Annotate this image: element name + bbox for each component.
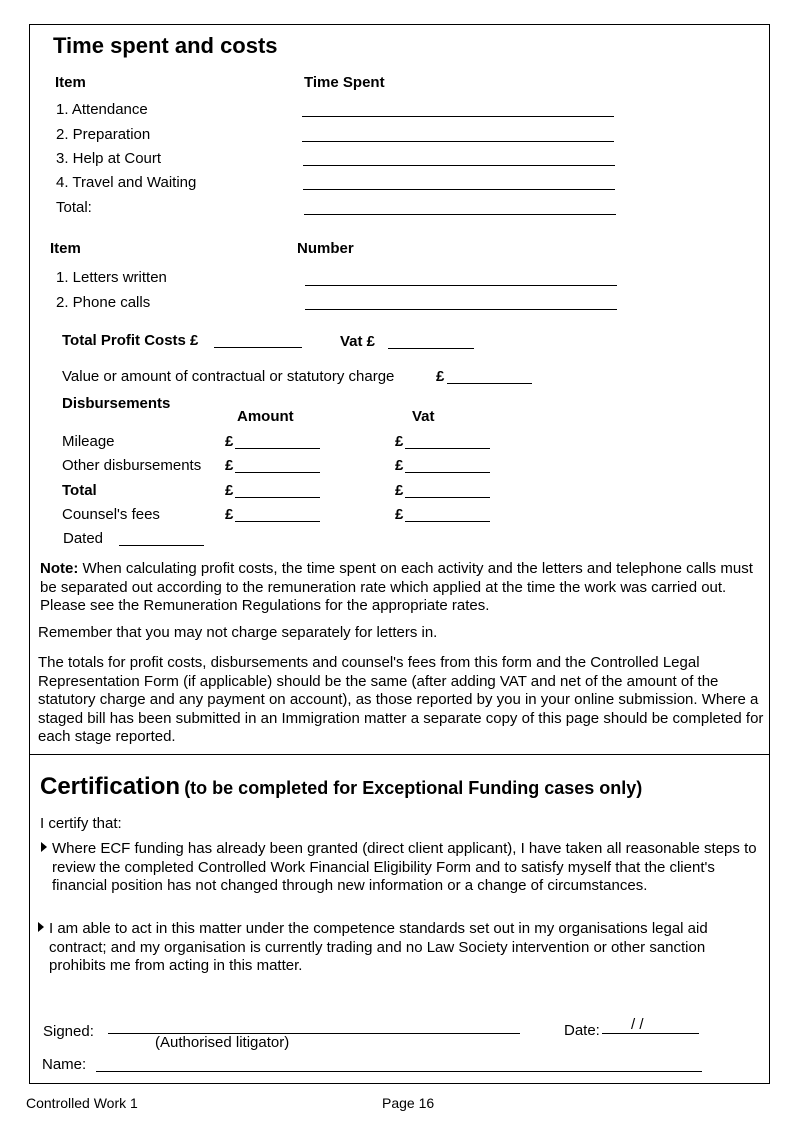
- help-at-court-time-field[interactable]: [303, 165, 615, 166]
- vat-header: Vat: [412, 408, 435, 425]
- pound-sign: £: [395, 506, 404, 523]
- certify-intro: I certify that:: [40, 815, 122, 832]
- name-label: Name:: [42, 1056, 87, 1073]
- mileage-vat-field[interactable]: [405, 448, 490, 449]
- attendance-time-field[interactable]: [302, 116, 614, 117]
- disbursement-row-total: Total: [62, 482, 97, 499]
- number-row-letters: 1. Letters written: [56, 269, 167, 286]
- certification-subtitle: (to be completed for Exceptional Funding cases only): [184, 778, 643, 798]
- certification-title: Certification: [40, 773, 181, 800]
- pound-sign: £: [395, 482, 404, 499]
- statutory-charge-pound: £: [436, 368, 445, 385]
- total-profit-costs-label: Total Profit Costs £: [62, 332, 199, 349]
- total-amount-field[interactable]: [235, 497, 320, 498]
- disbursement-row-mileage: Mileage: [62, 433, 115, 450]
- disbursement-row-other: Other disbursements: [62, 457, 202, 474]
- amount-header: Amount: [237, 408, 294, 425]
- travel-time-field[interactable]: [303, 189, 615, 190]
- total-vat-field[interactable]: [405, 497, 490, 498]
- phone-number-field[interactable]: [305, 309, 617, 310]
- totals-paragraph: The totals for profit costs, disbursements and counsel's fees from this form and the Controlled Legal Representation Form (if applicable) should be the same (after adding VAT and net of the amount of the statutory charge and any payment on account), as those reported by you in your online submission. Where a staged bill has been submitted in an Immigration matter a separate copy of this page should be completed for each stage reported.: [38, 654, 764, 745]
- profit-vat-label: Vat £: [340, 333, 376, 350]
- dated-label: Dated: [63, 530, 104, 547]
- note-label: Note:: [40, 560, 79, 577]
- note-text: When calculating profit costs, the time spent on each activity and the letters and telephone calls must be separated out according to the remuneration rate which applied at the time the work was carried out. Please see the Remuneration Regulations for the appropriate rates.: [40, 560, 753, 614]
- bullet-arrow-icon: [41, 842, 47, 852]
- time-spent-header: Time Spent: [304, 74, 385, 91]
- pound-sign: £: [395, 457, 404, 474]
- time-item-header: Item: [55, 74, 86, 91]
- counsel-vat-field[interactable]: [405, 521, 490, 522]
- remember-paragraph: Remember that you may not charge separately for letters in.: [38, 624, 438, 641]
- disbursement-row-counsel: Counsel's fees: [62, 506, 160, 523]
- time-row-attendance: 1. Attendance: [56, 101, 148, 118]
- section-divider: [29, 754, 770, 755]
- name-field[interactable]: [96, 1071, 702, 1072]
- certification-bullet-1: Where ECF funding has already been granted (direct client applicant), I have taken all reasonable steps to review the completed Controlled Work Financial Eligibility Form and to satisfy myself that the client's financial position has not changed through new information or a change of circumstances.: [52, 840, 757, 894]
- note-paragraph: [40, 560, 765, 616]
- date-label: Date:: [564, 1022, 600, 1039]
- disbursements-heading: Disbursements: [62, 395, 171, 412]
- pound-sign: £: [225, 457, 234, 474]
- date-slashes: / /: [631, 1016, 644, 1033]
- date-field[interactable]: [602, 1033, 699, 1034]
- time-row-preparation: 2. Preparation: [56, 126, 151, 143]
- pound-sign: £: [225, 433, 234, 450]
- certification-bullet-2: I am able to act in this matter under the competence standards set out in my organisations legal aid contract; and my organisation is currently trading and no Law Society intervention or other sanction prohibits me from acting in this matter.: [49, 920, 708, 974]
- signed-label: Signed:: [43, 1023, 94, 1040]
- bullet-arrow-icon: [38, 922, 44, 932]
- preparation-time-field[interactable]: [302, 141, 614, 142]
- total-profit-costs-field[interactable]: [214, 347, 302, 348]
- dated-field[interactable]: [119, 545, 204, 546]
- counsel-amount-field[interactable]: [235, 521, 320, 522]
- other-amount-field[interactable]: [235, 472, 320, 473]
- time-row-travel: 4. Travel and Waiting: [56, 174, 197, 191]
- profit-vat-field[interactable]: [388, 348, 474, 349]
- time-row-help-at-court: 3. Help at Court: [56, 150, 162, 167]
- pound-sign: £: [225, 506, 234, 523]
- number-row-phone: 2. Phone calls: [56, 294, 151, 311]
- page-title: Time spent and costs: [53, 33, 278, 58]
- pound-sign: £: [225, 482, 234, 499]
- certification-heading: [40, 773, 642, 801]
- pound-sign: £: [395, 433, 404, 450]
- authorised-litigator-label: (Authorised litigator): [155, 1034, 290, 1051]
- number-header: Number: [297, 240, 354, 257]
- footer-page-number: Page 16: [382, 1095, 435, 1111]
- other-vat-field[interactable]: [405, 472, 490, 473]
- number-item-header: Item: [50, 240, 81, 257]
- time-total-label: Total:: [56, 199, 92, 216]
- footer-form-name: Controlled Work 1: [26, 1095, 138, 1111]
- statutory-charge-label: Value or amount of contractual or statutory charge: [62, 368, 395, 385]
- statutory-charge-field[interactable]: [447, 383, 532, 384]
- letters-number-field[interactable]: [305, 285, 617, 286]
- total-time-field[interactable]: [304, 214, 616, 215]
- mileage-amount-field[interactable]: [235, 448, 320, 449]
